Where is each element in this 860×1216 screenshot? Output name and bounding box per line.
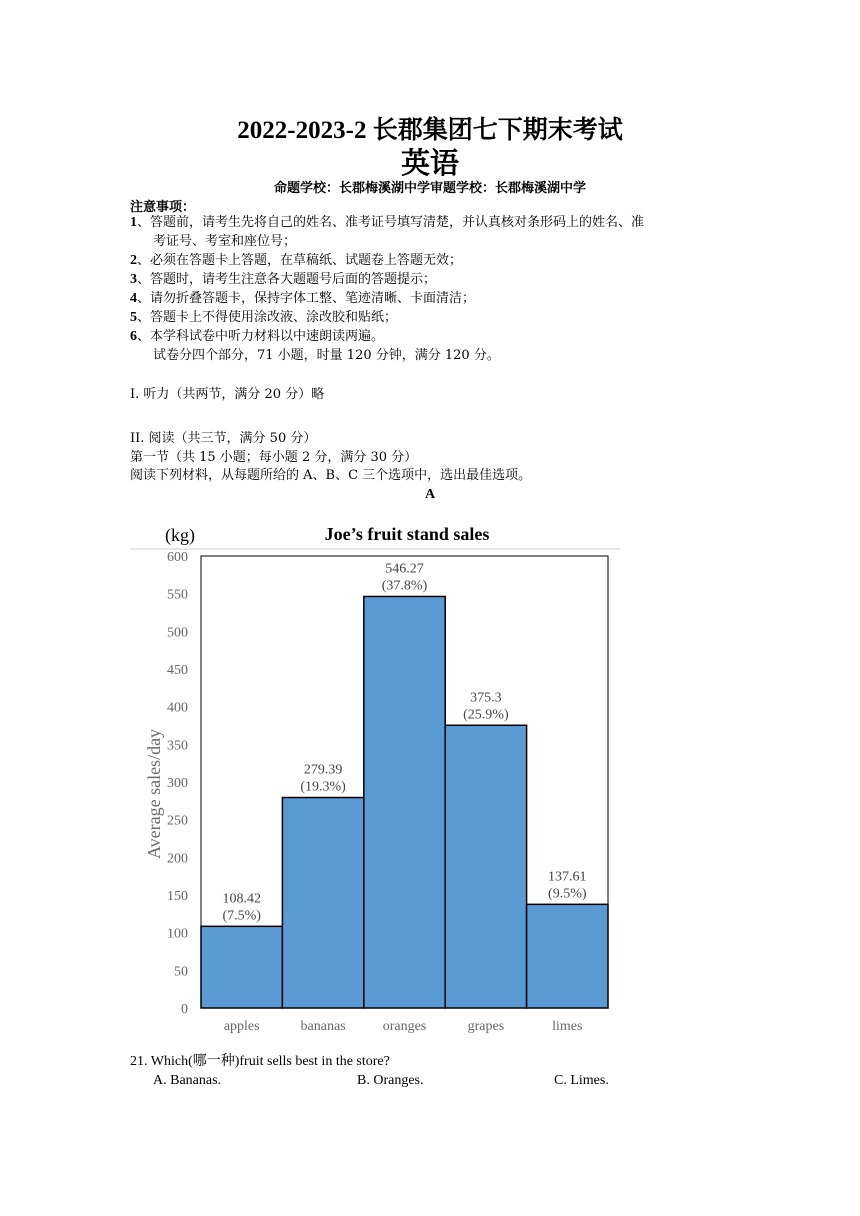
y-tick-label: 500 bbox=[167, 625, 188, 641]
notice-item-number: 6 bbox=[130, 329, 137, 344]
y-tick-label: 600 bbox=[167, 550, 188, 565]
notice-item-text: 、请勿折叠答题卡，保持字体工整、笔迹清晰、卡面清洁； bbox=[137, 291, 476, 306]
notice-item-6 bbox=[130, 327, 384, 346]
notice-item-1-continued: 考证号、考室和座位号； bbox=[153, 234, 297, 249]
chart-unit-label: (kg) bbox=[165, 525, 195, 545]
notice-item-text: 、答题卡上不得使用涂改液、涂改胶和贴纸； bbox=[137, 310, 398, 325]
section-listening: I. 听力（共两节，满分 20 分）略 bbox=[130, 387, 325, 402]
y-tick-label: 350 bbox=[167, 738, 188, 754]
bar-percent-label: (9.5%) bbox=[548, 886, 587, 902]
bar-value-label: 546.27 bbox=[385, 561, 424, 577]
notice-item-5 bbox=[130, 308, 397, 327]
notice-item-3 bbox=[130, 270, 436, 289]
notice-item-text: 、必须在答题卡上答题，在草稿纸、试题卷上答题无效； bbox=[137, 253, 463, 268]
notice-item-4 bbox=[130, 289, 475, 308]
notice-item-number: 5 bbox=[130, 310, 137, 325]
bar-value-label: 108.42 bbox=[222, 891, 261, 907]
exam-summary: 试卷分四个部分，71 小题，时量 120 分钟，满分 120 分。 bbox=[153, 348, 500, 363]
bar bbox=[445, 725, 526, 1008]
bar-percent-label: (7.5%) bbox=[222, 908, 261, 924]
bar-percent-label: (19.3%) bbox=[300, 779, 346, 795]
x-tick-label: apples bbox=[223, 1019, 260, 1034]
notice-heading: 注意事项： bbox=[130, 200, 196, 215]
y-tick-label: 0 bbox=[181, 1002, 188, 1017]
x-tick-label: grapes bbox=[467, 1019, 505, 1034]
bar-value-label: 279.39 bbox=[303, 762, 343, 778]
notice-item-number: 1 bbox=[130, 215, 137, 230]
option-c[interactable]: C. Limes. bbox=[554, 1073, 609, 1088]
notice-item-number: 4 bbox=[130, 291, 137, 306]
notice-item-text: 、本学科试卷中听力材料以中速朗读两遍。 bbox=[137, 329, 385, 344]
subject-title: 英语 bbox=[400, 146, 459, 180]
bar-value-label: 375.3 bbox=[470, 690, 502, 706]
chart-title: Joe’s fruit stand sales bbox=[324, 524, 490, 544]
bar bbox=[527, 904, 608, 1008]
option-a[interactable]: A. Bananas. bbox=[153, 1073, 222, 1088]
y-tick-label: 550 bbox=[167, 587, 188, 603]
x-tick-label: oranges bbox=[382, 1019, 427, 1034]
x-tick-label: bananas bbox=[300, 1019, 346, 1034]
bar bbox=[364, 596, 445, 1008]
y-tick-label: 250 bbox=[167, 813, 188, 829]
notice-item-2 bbox=[130, 251, 462, 270]
section-instruction: 阅读下列材料，从每题所给的 A、B、C 三个选项中，选出最佳选项。 bbox=[130, 468, 532, 483]
notice-item-number: 3 bbox=[130, 272, 137, 287]
y-tick-label: 200 bbox=[167, 851, 188, 867]
bar bbox=[201, 926, 282, 1008]
option-b[interactable]: B. Oranges. bbox=[357, 1073, 424, 1088]
y-tick-label: 150 bbox=[167, 889, 188, 904]
bar-percent-label: (37.8%) bbox=[381, 578, 428, 594]
bar bbox=[282, 798, 363, 1008]
y-tick-label: 50 bbox=[174, 964, 188, 980]
notice-item-text: 、答题时，请考生注意各大题题号后面的答题提示； bbox=[137, 272, 437, 287]
y-tick-label: 300 bbox=[167, 776, 188, 791]
y-tick-label: 100 bbox=[167, 926, 188, 942]
section-reading: II. 阅读（共三节，满分 50 分） bbox=[130, 431, 317, 446]
school-info: 命题学校：长郡梅溪湖中学审题学校：长郡梅溪湖中学 bbox=[273, 181, 586, 196]
passage-label: A bbox=[424, 487, 436, 502]
notice-item-number: 2 bbox=[130, 253, 137, 268]
y-axis-label: Average sales/day bbox=[144, 728, 164, 860]
notice-item-1 bbox=[130, 213, 644, 232]
notice-item-text: 、答题前，请考生先将自己的姓名、准考证号填写清楚，并认真核对条形码上的姓名、准 bbox=[137, 215, 645, 230]
question-21-stem: 21. Which(哪一种)fruit sells best in the store? bbox=[130, 1054, 390, 1069]
y-tick-label: 400 bbox=[167, 700, 188, 716]
x-tick-label: limes bbox=[552, 1019, 583, 1034]
fruit-sales-chart bbox=[110, 510, 630, 1040]
bar-value-label: 137.61 bbox=[548, 869, 587, 885]
exam-title: 2022-2023-2 长郡集团七下期末考试 bbox=[237, 117, 623, 144]
y-tick-label: 450 bbox=[167, 663, 188, 678]
section-part1: 第一节（共 15 小题；每小题 2 分，满分 30 分） bbox=[130, 450, 418, 465]
bar-percent-label: (25.9%) bbox=[463, 707, 509, 723]
